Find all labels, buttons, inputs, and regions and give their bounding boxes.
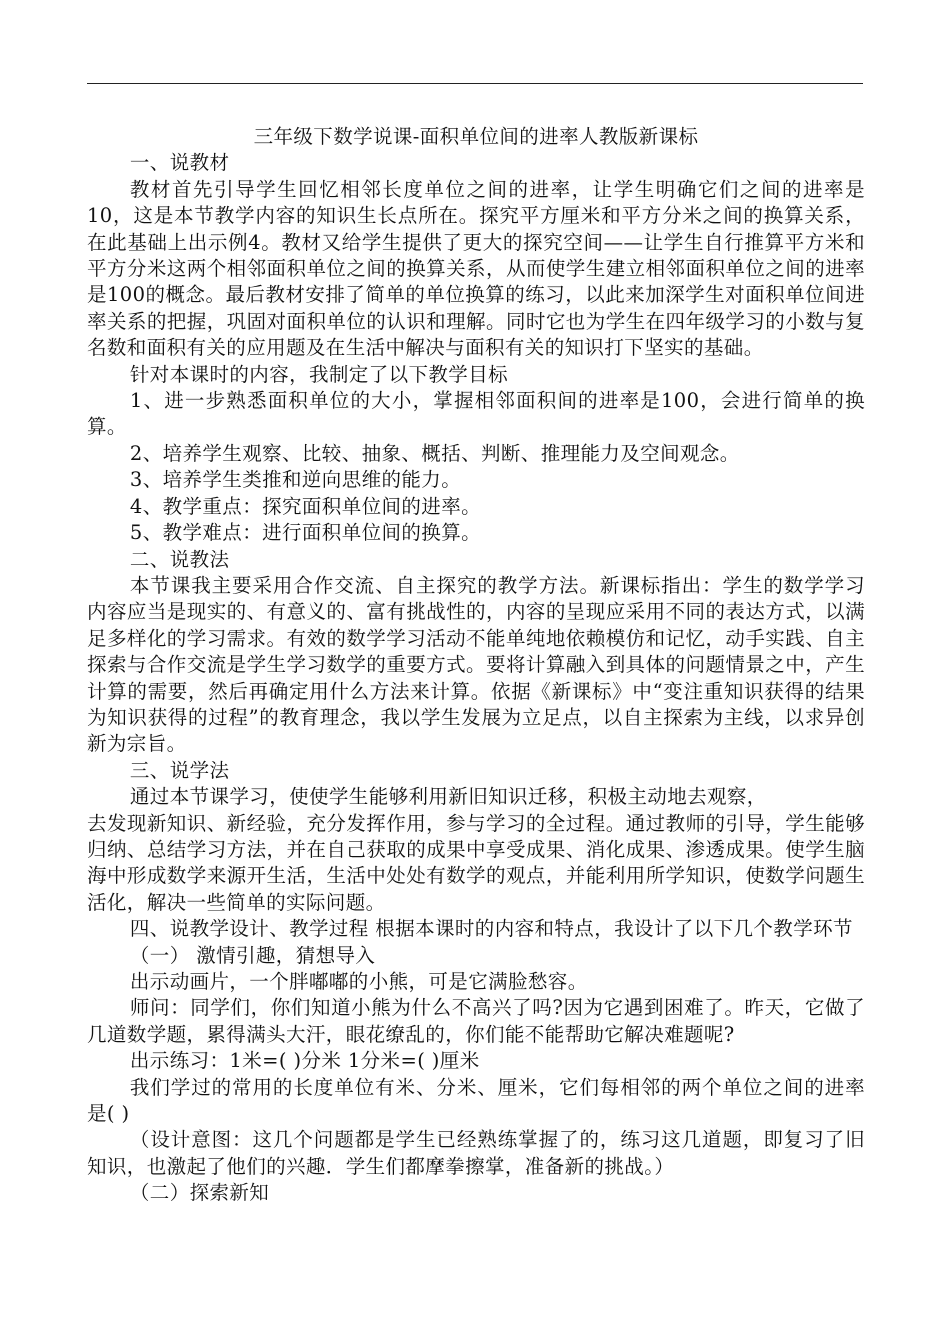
objective-item: 1、进一步熟悉面积单位的大小，掌握相邻面积间的进率是100，会进行简单的换算。: [87, 389, 865, 439]
subsection-heading: （二）探索新知: [129, 1181, 270, 1205]
objective-item: 4、教学重点：探究面积单位间的进率。: [129, 494, 481, 518]
paragraph: 去发现新知识、新经验，充分发挥作用，参与学习的全过程。通过教师的引导，学生能够归纳、总结学习方法，并在自己获取的成果中享受成果、消化成果、渗透成果。使学生脑海中形成数学来源开生活，生活中处处有数学的观点，并能利用所学知识，使数学问题生活化，解决一些简单的实际问题。: [87, 811, 865, 914]
header-rule: [87, 83, 863, 84]
objective-item: 5、教学难点：进行面积单位间的换算。: [129, 521, 481, 545]
paragraph: 我们学过的常用的长度单位有米、分米、厘米，它们每相邻的两个单位之间的进率是( ): [87, 1075, 865, 1126]
document-title: 三年级下数学说课-面积单位间的进率人教版新课标: [253, 125, 699, 148]
section-heading-teaching-method: 二、说教法: [129, 547, 230, 571]
paragraph: 本节课我主要采用合作交流、自主探究的教学方法。新课标指出：学生的数学学习内容应当是现实的、有意义的、富有挑战性的，内容的呈现应采用不同的表达方式，以满足多样化的学习需求。有效的数学学习活动不能单纯地依赖模仿和记忆，动手实践、自主探索与合作交流是学生学习数学的重要方式。要将计算融入到具体的问题情景之中，产生计算的需要，然后再确定用什么方法来计算。依据《新课标》中“变注重知识获得的结果为知识获得的过程”的教育理念，我以学生发展为立足点，以自主探索为主线，以求异创新为宗旨。: [87, 573, 865, 756]
document-body: [87, 124, 865, 1207]
section-heading-teaching-design: 四、说教学设计、教学过程 根据本课时的内容和特点，我设计了以下几个教学环节: [129, 917, 853, 941]
paragraph: 出示动画片，一个胖嘟嘟的小熊，可是它满脸愁容。: [129, 970, 588, 993]
paragraph: 师问：同学们，你们知道小熊为什么不高兴了吗?因为它遇到困难了。昨天，它做了几道数学题，累得满头大汗，眼花缭乱的，你们能不能帮助它解决难题呢?: [87, 996, 865, 1046]
exercise: 出示练习：1米=( )分米 1分米=( )厘米: [129, 1049, 480, 1073]
section-heading-learning-method: 三、说学法: [129, 758, 230, 782]
objective-item: 3、培养学生类推和逆向思维的能力。: [129, 468, 462, 492]
section-heading-textbook: 一、说教材: [129, 151, 230, 175]
design-intent-note: （设计意图：这几个问题都是学生已经熟练掌握了的，练习这几道题，即复习了旧知识，也激起了他们的兴趣．学生们都摩拳擦掌，准备新的挑战。）: [87, 1128, 865, 1178]
paragraph: 通过本节课学习，使使学生能够利用新旧知识迁移，积极主动地去观察，: [129, 785, 767, 809]
paragraph: 针对本课时的内容，我制定了以下教学目标: [129, 362, 508, 386]
subsection-heading: （一） 激情引趣，猜想导入: [129, 943, 376, 967]
paragraph: 教材首先引导学生回忆相邻长度单位之间的进率，让学生明确它们之间的进率是10，这是本节教学内容的知识生长点所在。探究平方厘米和平方分米之间的换算关系，在此基础上出示例4。教材又给学生提供了更大的探究空间——让学生自行推算平方米和平方分米这两个相邻面积单位之间的换算关系，从而使学生建立相邻面积单位之间的进率是100的概念。最后教材安排了简单的单位换算的练习，以此来加深学生对面积单位间进率关系的把握，巩固对面积单位的认识和理解。同时它也为学生在四年级学习的小数与复名数和面积有关的应用题及在生活中解决与面积有关的知识打下坚实的基础。: [87, 177, 865, 360]
objective-item: 2、培养学生观察、比较、抽象、概括、判断、推理能力及空间观念。: [129, 441, 740, 465]
